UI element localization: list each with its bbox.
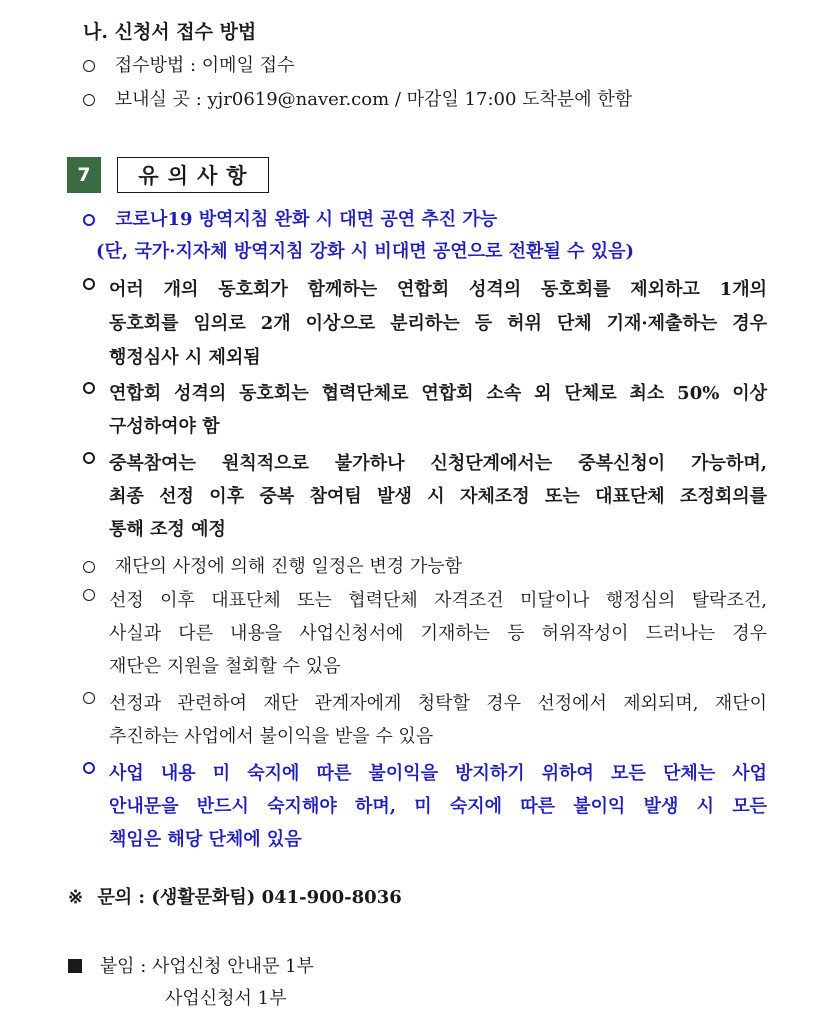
circle-bullet-icon — [83, 589, 95, 601]
note-text: 동호회를 임의로 2개 이상으로 분리하는 등 허위 단체 기재·제출하는 경우 — [109, 313, 767, 334]
circle-bullet-icon — [83, 382, 95, 394]
note-text: (단, 국가·지자체 방역지침 강화 시 비대면 공연으로 전환될 수 있음) — [96, 241, 635, 262]
circle-bullet-icon — [83, 60, 95, 72]
attachment-label: 붙임 : 사업신청 안내문 1부 — [99, 956, 315, 977]
note-item — [83, 208, 497, 232]
attachment-line — [68, 955, 314, 979]
note-text: 어러 개의 동호회가 함께하는 연합회 성격의 동호회를 제외하고 1개의 — [109, 279, 767, 300]
section-header — [67, 157, 269, 193]
note-item — [83, 452, 767, 476]
list-item-text: 접수방법 : 이메일 접수 — [114, 55, 295, 76]
circle-bullet-icon — [83, 452, 95, 464]
note-item — [83, 382, 767, 406]
section-title: 유의사항 — [117, 157, 269, 193]
note-text: 재단의 사정에 의해 진행 일정은 변경 가능함 — [114, 556, 463, 577]
note-text: 연합회 성격의 동호회는 협력단체로 연합회 소속 외 단체로 최소 50% 이상 — [109, 383, 767, 404]
circle-bullet-icon — [83, 278, 95, 290]
note-item — [83, 589, 767, 613]
note-text: 통해 조정 예정 — [109, 519, 226, 540]
circle-bullet-icon — [83, 692, 95, 704]
note-text: 선정과 관련하여 재단 관계자에게 청탁할 경우 선정에서 제외되며, 재단이 — [109, 693, 767, 714]
circle-bullet-icon — [83, 214, 95, 226]
circle-bullet-icon — [83, 94, 95, 106]
note-text: 책임은 해당 단체에 있음 — [109, 829, 302, 850]
reference-mark-icon: ※ — [68, 887, 84, 908]
square-bullet-icon — [68, 959, 82, 973]
note-text: 최종 선정 이후 중복 참여팀 발생 시 자체조정 또는 대표단체 조정회의를 — [109, 486, 767, 507]
list-item — [83, 88, 632, 112]
contact-text: 문의 : (생활문화팀) 041-900-8036 — [97, 887, 402, 908]
note-text: 추진하는 사업에서 불이익을 받을 수 있음 — [109, 726, 434, 747]
note-item — [83, 278, 767, 302]
note-text: 선정 이후 대표단체 또는 협력단체 자격조건 미달이나 행정심의 탈락조건, — [109, 590, 767, 611]
list-item-text: 보내실 곳 : yjr0619@naver.com / 마감일 17:00 도착분에 한함 — [114, 89, 633, 110]
note-text: 행정심사 시 제외됨 — [109, 347, 261, 368]
note-text: 안내문을 반드시 숙지해야 하며, 미 숙지에 따른 불이익 발생 시 모든 — [109, 796, 767, 817]
note-item — [83, 692, 767, 716]
note-item — [83, 762, 767, 786]
contact-line — [68, 886, 402, 910]
circle-bullet-icon — [83, 561, 95, 573]
section-number-badge: 7 — [67, 157, 101, 193]
note-text: 사실과 다른 내용을 사업신청서에 기재하는 등 허위작성이 드러나는 경우 — [109, 623, 767, 644]
subsection-heading: 나. 신청서 접수 방법 — [83, 21, 257, 43]
note-text: 중복참여는 원칙적으로 불가하나 신청단계에서는 중복신청이 가능하며, — [109, 453, 767, 474]
note-text: 코로나19 방역지침 완화 시 대면 공연 추진 가능 — [115, 209, 498, 230]
note-text: 재단은 지원을 철회할 수 있음 — [109, 656, 341, 677]
note-text: 구성하여야 함 — [109, 416, 220, 437]
note-item — [83, 555, 462, 579]
attachment-second: 사업신청서 1부 — [165, 988, 287, 1009]
note-text: 사업 내용 미 숙지에 따른 불이익을 방지하기 위하여 모든 단체는 사업 — [109, 763, 767, 784]
list-item — [83, 54, 294, 78]
circle-bullet-icon — [83, 762, 95, 774]
